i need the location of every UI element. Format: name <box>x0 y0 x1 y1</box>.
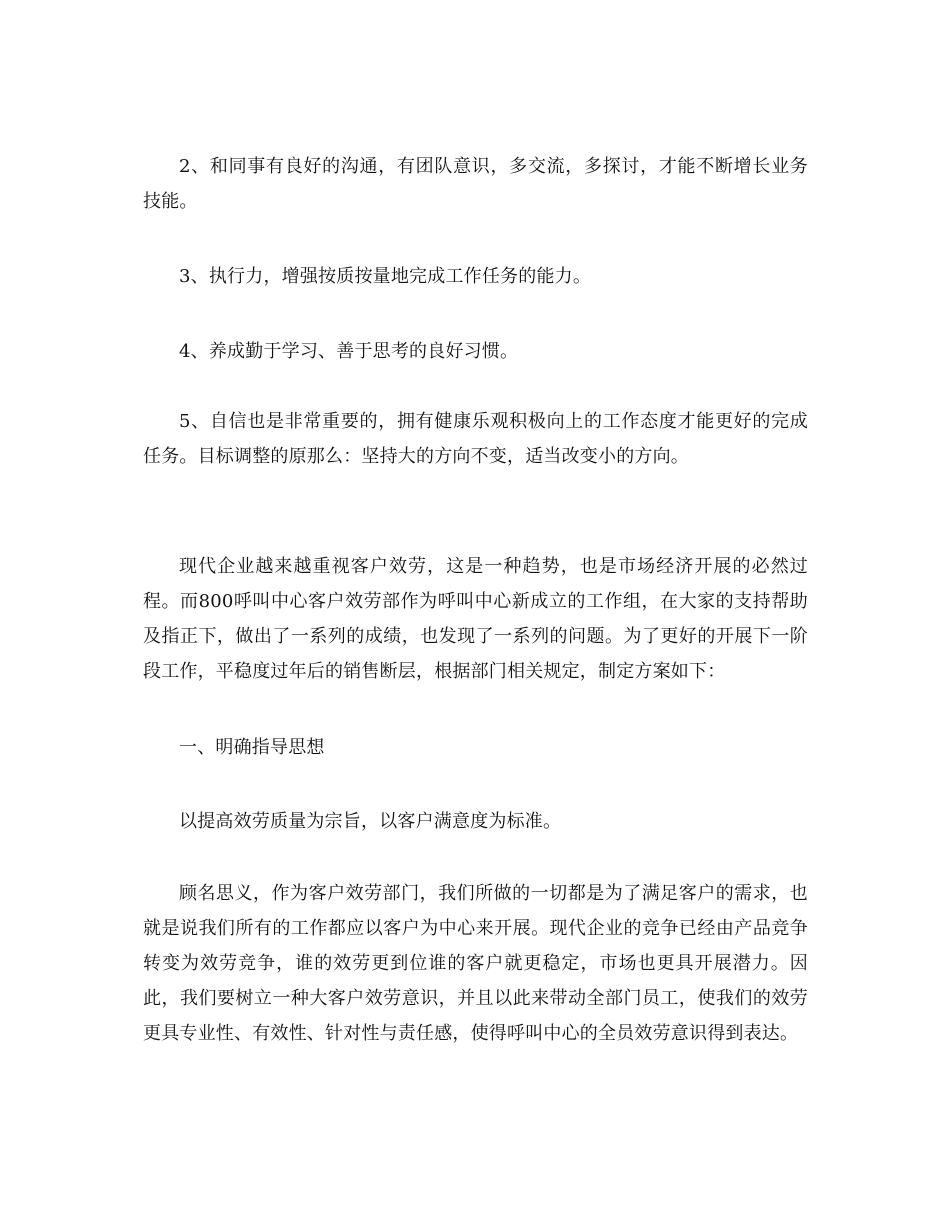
paragraph-item-2-communication: 2、和同事有良好的沟通，有团队意识，多交流，多探讨，才能不断增长业务技能。 <box>143 156 808 212</box>
paragraph-service-awareness: 顾名思义，作为客户效劳部门，我们所做的一切都是为了满足客户的需求，也就是说我们所有的工作都应以客户为中心来开展。现代企业的竞争已经由产品竞争转变为效劳竞争，谁的效劳更到位谁的客户就更稳定，市场也更具开展潜力。因此，我们要树立一种大客户效劳意识，并且以此来带动全部门员工，使我们的效劳更具专业性、有效性、针对性与责任感，使得呼叫中心的全员效劳意识得到表达。 <box>143 883 808 1044</box>
paragraph-item-5-confidence: 5、自信也是非常重要的，拥有健康乐观积极向上的工作态度才能更好的完成任务。目标调整的原那么：坚持大的方向不变，适当改变小的方向。 <box>143 411 808 467</box>
paragraph-item-3-execution: 3、执行力，增强按质按量地完成工作任务的能力。 <box>179 266 592 287</box>
paragraph-purpose: 以提高效劳质量为宗旨，以客户满意度为标准。 <box>179 811 562 832</box>
paragraph-item-4-learning-habits: 4、养成勤于学习、善于思考的良好习惯。 <box>179 341 519 362</box>
section-heading-guiding-idea: 一、明确指导思想 <box>179 737 325 758</box>
paragraph-intro-plan: 现代企业越来越重视客户效劳，这是一种趋势，也是市场经济开展的必然过程。而800呼叫中心客户效劳部作为呼叫中心新成立的工作组，在大家的支持帮助及指正下，做出了一系列的成绩，也发现了一系列的问题。为了更好的开展下一阶段工作，平稳度过年后的销售断层，根据部门相关规定，制定方案如下： <box>143 556 808 682</box>
